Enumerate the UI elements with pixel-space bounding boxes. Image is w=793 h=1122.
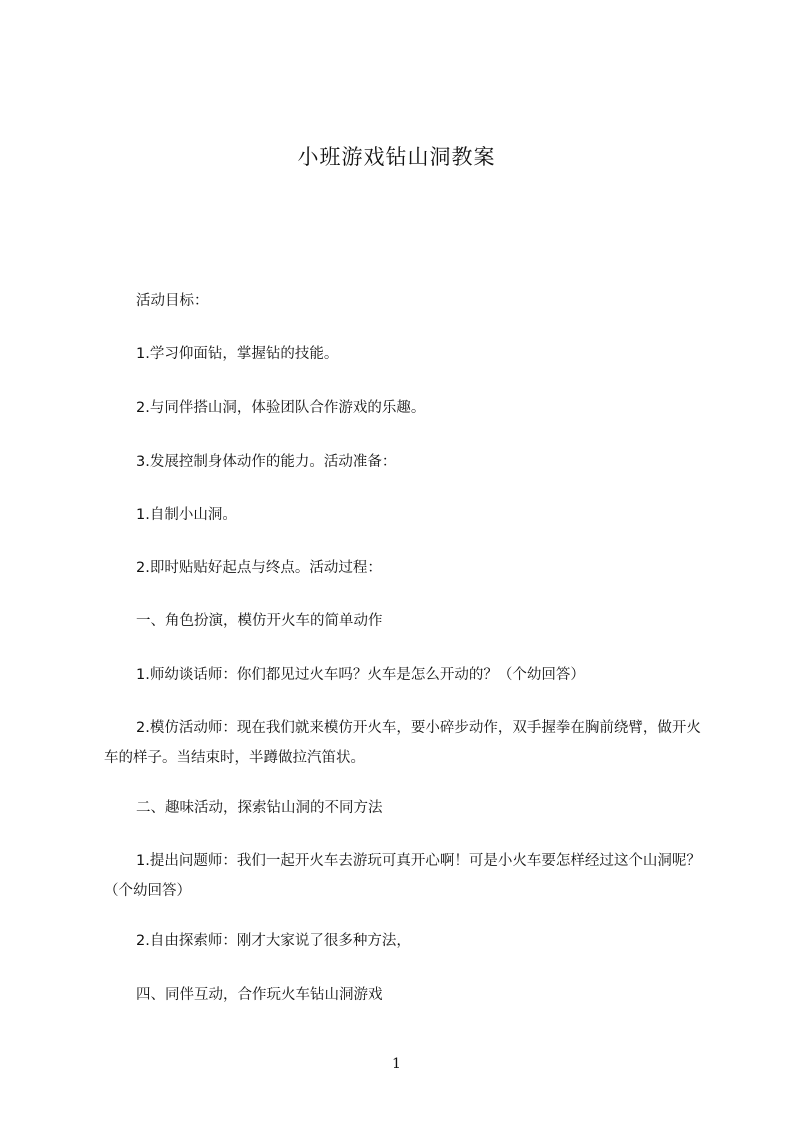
paragraph-objectives-heading: 活动目标： bbox=[136, 293, 209, 309]
paragraph-step-1-1: 1.师幼谈话师：你们都见过火车吗？火车是怎么开动的？（个幼回答） bbox=[136, 667, 585, 683]
page-number: 1 bbox=[392, 1056, 401, 1072]
document-title: 小班游戏钻山洞教案 bbox=[297, 145, 496, 169]
paragraph-section-2: 二、趣味活动，探索钻山洞的不同方法 bbox=[136, 800, 383, 816]
paragraph-objective-2: 2.与同伴搭山洞，体验团队合作游戏的乐趣。 bbox=[136, 400, 426, 416]
paragraph-step-2-1: 1.提出问题师：我们一起开火车去游玩可真开心啊！可是小火车要怎样经过这个山洞呢？（个幼回答） bbox=[104, 853, 701, 899]
paragraph-objective-1: 1.学习仰面钻，掌握钻的技能。 bbox=[136, 346, 339, 362]
paragraph-preparation-1: 1.自制小山洞。 bbox=[136, 507, 237, 523]
paragraph-objective-3: 3.发展控制身体动作的能力。活动准备： bbox=[136, 454, 397, 470]
paragraph-preparation-2: 2.即时贴贴好起点与终点。活动过程： bbox=[136, 560, 382, 576]
paragraph-step-2-2: 2.自由探索师：刚才大家说了很多种方法， bbox=[136, 933, 411, 949]
paragraph-section-4: 四、同伴互动，合作玩火车钻山洞游戏 bbox=[136, 987, 383, 1003]
paragraph-step-1-2: 2.模仿活动师：现在我们就来模仿开火车，要小碎步动作，双手握拳在胸前绕臂，做开火车的样子。当结束时，半蹲做拉汽笛状。 bbox=[104, 720, 701, 766]
paragraph-section-1: 一、角色扮演，模仿开火车的简单动作 bbox=[136, 613, 383, 629]
